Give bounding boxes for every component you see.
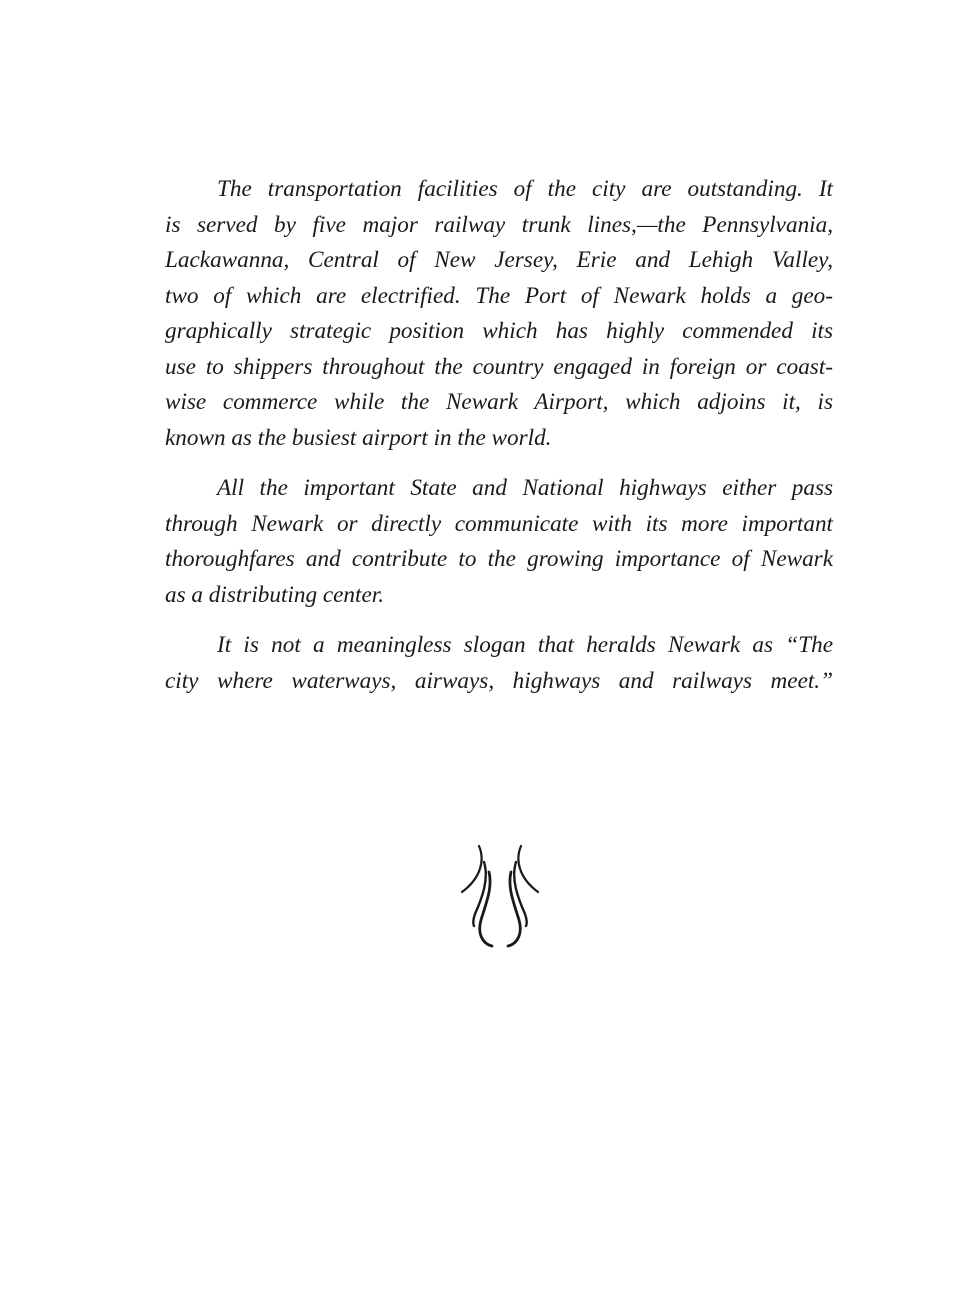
text-line: city where waterways, airways, highways and railways meet.”	[165, 667, 833, 694]
paragraph-slogan	[165, 628, 833, 699]
text-line: as a distributing center.	[165, 581, 384, 608]
text-line: All the important State and National highways either pass	[217, 475, 833, 501]
document-body	[165, 172, 833, 714]
text-line: It is not a meaningless slogan that heralds Newark as “The	[217, 632, 833, 658]
paragraph-highways	[165, 471, 833, 613]
text-line: The transportation facilities of the city are outstanding. It	[217, 176, 833, 202]
text-line: thoroughfares and contribute to the growing importance of Newark	[165, 546, 833, 572]
text-line: two of which are electrified. The Port of Newark holds a geo-	[165, 282, 833, 309]
text-line: Lackawanna, Central of New Jersey, Erie and Lehigh Valley,	[165, 247, 833, 273]
text-line: is served by five major railway trunk lines,—the Pennsylvania,	[165, 211, 833, 238]
text-line: through Newark or directly communicate with its more important	[165, 510, 833, 537]
flourish-ornament-icon	[455, 840, 545, 960]
text-line: graphically strategic position which has highly commended its	[165, 318, 833, 344]
text-line: wise commerce while the Newark Airport, which adjoins it, is	[165, 389, 833, 415]
text-line: known as the busiest airport in the world.	[165, 424, 552, 451]
paragraph-transportation	[165, 172, 833, 456]
text-line: use to shippers throughout the country engaged in foreign or coast-	[165, 353, 833, 380]
